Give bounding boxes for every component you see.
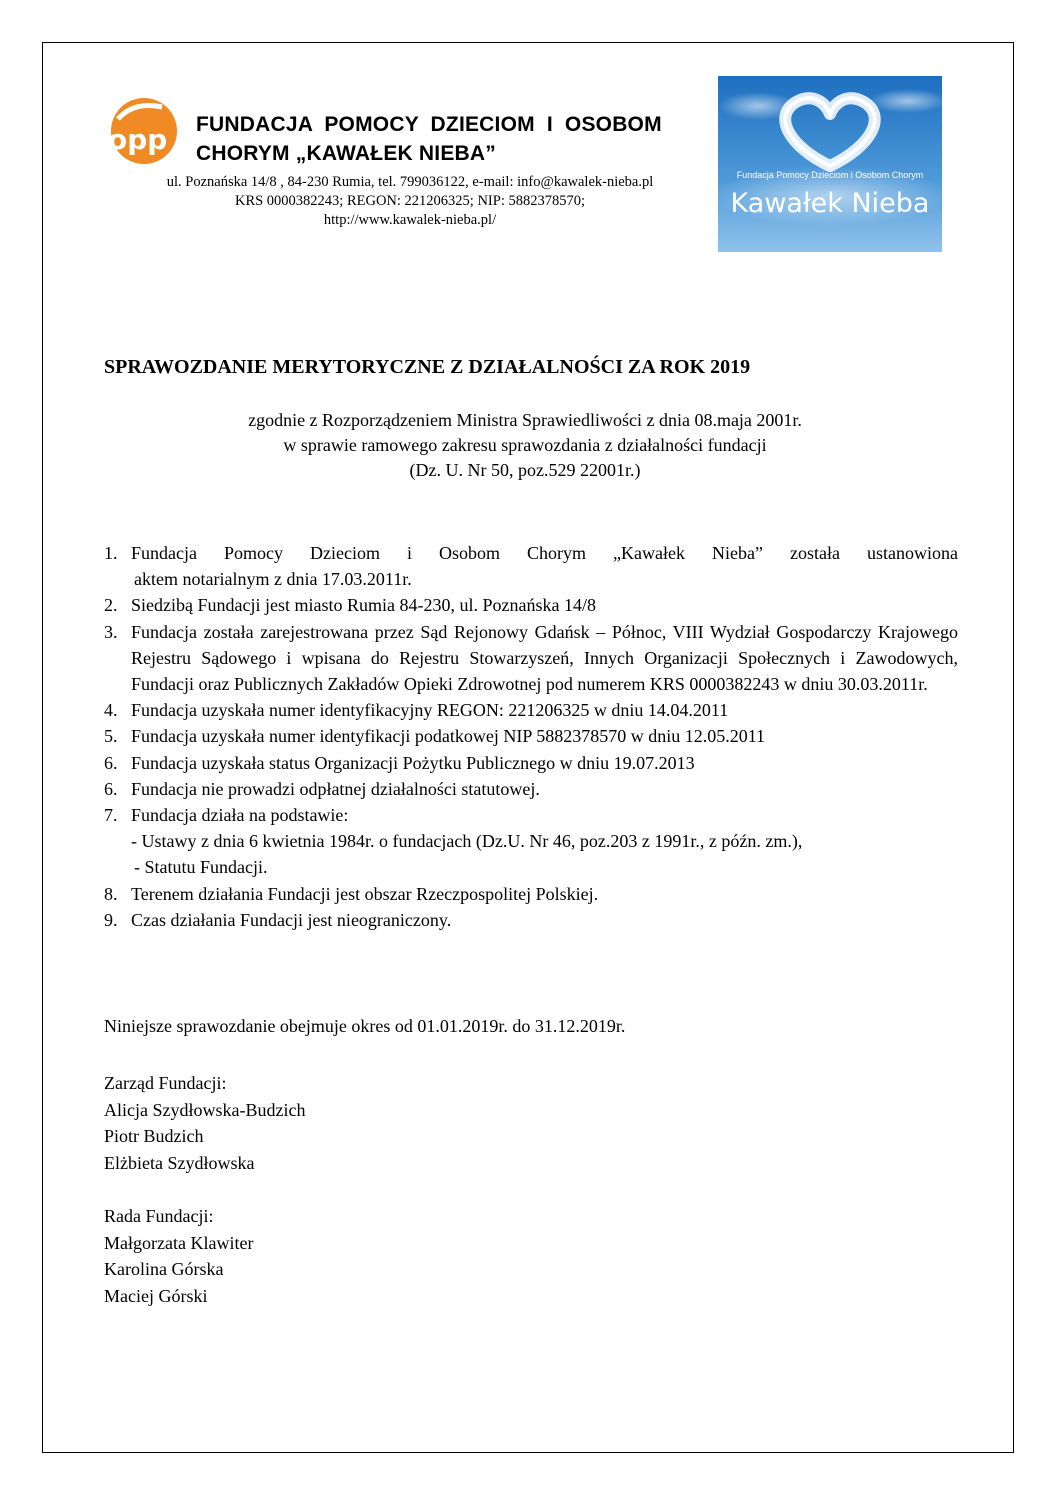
list-item [104,881,958,907]
item-text: Fundacja została zarejestrowana przez Sąd Rejonowy Gdańsk – Północ, VIII Wydział Gospodarczy Krajowego Rejestru Sądowego i wpisana do Rejestru Stowarzyszeń, Innych Organizacji Społecznych i Zawodowych, Fundacji oraz Publicznych Zakładów Opieki Zdrowotnej pod numerem KRS 0000382243 w dniu 30.03.2011r. [131,621,958,695]
legal-basis [100,408,950,483]
item-number: 2. [104,595,118,616]
badge-brand: Kawałek Nieba [730,188,930,219]
council-heading: Rada Fundacji: [104,1206,214,1226]
reporting-period: Niniejsze sprawozdanie obejmuje okres od 01.01.2019r. do 31.12.2019r. [104,1016,626,1036]
list-item [104,907,958,933]
list-item [104,723,958,749]
item-text: Fundacja uzyskała numer identyfikacyjny REGON: 221206325 w dniu 14.04.2011 [131,700,729,721]
item-text: Fundacja uzyskała numer identyfikacji podatkowej NIP 5882378570 w dniu 12.05.2011 [131,726,766,747]
management-member: Piotr Budzich [104,1126,204,1146]
item-number: 5. [104,726,118,747]
item-number: 4. [104,700,118,721]
management-member: Elżbieta Szydłowska [104,1152,255,1173]
facts-list [104,540,958,933]
item-number: 3. [104,621,118,642]
legal-basis-act: - Ustawy z dnia 6 kwietnia 1984r. o fundacjach (Dz.U. Nr 46, poz.203 z 1991r., z późn. zm.), [131,831,803,852]
address-line: ul. Poznańska 14/8 , 84-230 Rumia, tel. 799036122, e-mail: info@kawalek-nieba.pl [166,174,654,190]
organization-name [196,110,706,168]
item-number: 8. [104,883,118,904]
item-number: 6. [104,778,118,799]
legal-basis-line: (Dz. U. Nr 50, poz.529 22001r.) [409,460,641,480]
legal-basis-line: zgodnie z Rozporządzeniem Ministra Sprawiedliwości z dnia 08.maja 2001r. [248,410,802,430]
item-text: Siedzibą Fundacji jest miasto Rumia 84-230, ul. Poznańska 14/8 [131,595,596,616]
item-number: 6. [104,752,118,773]
council-member: Małgorzata Klawiter [104,1232,254,1253]
contact-info [80,173,740,230]
document-title: SPRAWOZDANIE MERYTORYCZNE Z DZIAŁALNOŚCI ZA ROK 2019 [104,356,751,378]
list-item [104,750,958,776]
item-number: 7. [104,805,118,826]
item-text: Terenem działania Fundacji jest obszar Rzeczpospolitej Polskiej. [131,883,599,904]
badge-tagline: Fundacja Pomocy Dzieciom i Osobom Chorym [736,170,924,180]
svg-text:opp: opp [108,123,168,156]
foundation-council [104,1203,253,1309]
list-item [104,802,958,881]
list-item [104,592,958,618]
council-member: Karolina Górska [104,1259,224,1279]
kawalek-nieba-logo [718,76,942,252]
item-text: Fundacja uzyskała status Organizacji Pożytku Publicznego w dniu 19.07.2013 [131,752,695,773]
registry-line: KRS 0000382243; REGON: 221206325; NIP: 5882378570; [234,193,586,209]
legal-basis-line: w sprawie ramowego zakresu sprawozdania z działalności fundacji [283,435,767,455]
item-text-continued: aktem notarialnym z dnia 17.03.2011r. [134,569,412,590]
council-member: Maciej Górski [104,1285,208,1306]
org-name-line2: CHORYM „KAWAŁEK NIEBA” [196,142,496,165]
item-text: Fundacja nie prowadzi odpłatnej działalności statutowej. [131,778,540,799]
list-item [104,776,958,802]
management-heading: Zarząd Fundacji: [104,1073,227,1093]
item-text: Fundacja Pomocy Dzieciom i Osobom Chorym „Kawałek Nieba” została ustanowiona [131,543,958,563]
opp-logo [104,97,179,165]
item-number: 1. [104,543,118,563]
legal-basis-statute: - Statutu Fundacji. [134,857,268,878]
management-member: Alicja Szydłowska-Budzich [104,1099,306,1120]
org-name-line1: FUNDACJA POMOCY DZIECIOM I OSOBOM [196,113,662,136]
item-number: 9. [104,909,118,930]
item-text: Czas działania Fundacji jest nieograniczony. [131,909,452,930]
item-text: Fundacja działa na podstawie: [131,805,349,826]
website-line: http://www.kawalek-nieba.pl/ [323,212,497,228]
list-item [104,697,958,723]
management-board [104,1070,305,1176]
list-item [104,540,958,592]
list-item [104,619,958,698]
